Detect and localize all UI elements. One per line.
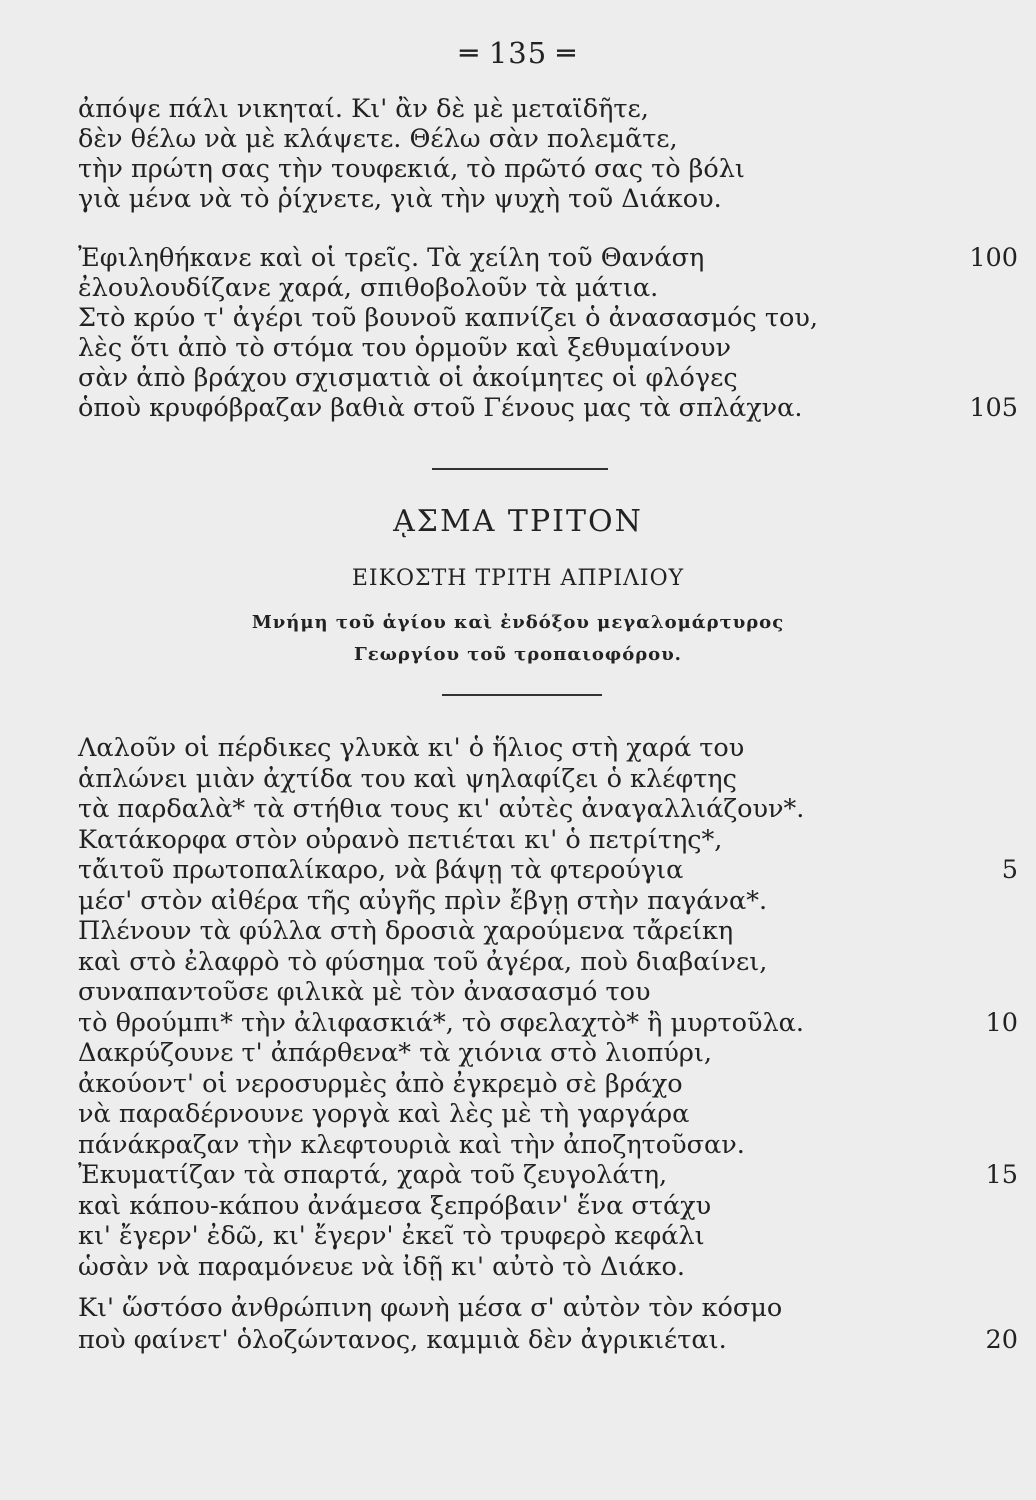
verse-line: [78, 947, 878, 978]
verse-text: Δακρύζουνε τ' ἀπάρθενα* τὰ χιόνια στὸ λιοπύρι,: [78, 1038, 713, 1068]
verse-text: πάνάκραζαν τὴν κλεφτουριὰ καὶ τὴν ἀποζητοῦσαν.: [78, 1129, 745, 1160]
verse-line: [78, 733, 878, 764]
verse-line: [78, 1191, 878, 1222]
dedication-line-1: Μνήμη τοῦ ἁγίου καὶ ἐνδόξου μεγαλομάρτυρος: [251, 612, 785, 633]
verse-text: γιὰ μένα νὰ τὸ ῥίχνετε, γιὰ τὴν ψυχὴ τοῦ Διάκου.: [78, 184, 722, 214]
verse-text: ἁπλώνει μιὰν ἀχτίδα του καὶ ψηλαφίζει ὁ κλέφτης: [78, 763, 737, 794]
section-divider-bottom: [442, 694, 602, 696]
verse-line: [78, 886, 878, 917]
verse-text: κι' ἔγερν' ἐδῶ, κι' ἔγερν' ἐκεῖ τὸ τρυφερὸ κεφάλι: [78, 1221, 705, 1251]
verse-line: [78, 124, 878, 154]
line-number: 100: [969, 243, 1018, 273]
line-number: 20: [985, 1325, 1018, 1355]
verse-line: [78, 916, 878, 947]
stanza-3: [78, 733, 1018, 1282]
verse-line: [78, 1099, 878, 1130]
verse-text: Ἐκυματίζαν τὰ σπαρτά, χαρὰ τοῦ ζευγολάτη,: [78, 1160, 668, 1190]
verse-line: [78, 184, 878, 214]
verse-text: τὰ παρδαλὰ* τὰ στήθια τους κι' αὐτὲς ἀναγαλλιάζουν*.: [78, 794, 805, 824]
verse-text: Κι' ὥστόσο ἀνθρώπινη φωνὴ μέσα σ' αὐτὸν τὸν κόσμο: [78, 1293, 783, 1323]
verse-line: [78, 1324, 1018, 1356]
verse-line: [78, 1292, 878, 1324]
verse-text: ἀπόψε πάλι νικηταί. Κι' ἂν δὲ μὲ μεταϊδῆτε,: [78, 94, 649, 124]
verse-text: νὰ παραδέρνουνε γοργὰ καὶ λὲς μὲ τὴ γαργάρα: [78, 1099, 690, 1129]
verse-text: σὰν ἀπὸ βράχου σχισματιὰ οἱ ἀκοίμητες οἱ φλόγες: [78, 363, 738, 393]
canto-title: ᾼΣΜΑ ΤΡΙΤΟΝ: [393, 504, 643, 539]
verse-text: ποὺ φαίνετ' ὁλοζώντανος, καμμιὰ δὲν ἀγρικιέται.: [78, 1325, 727, 1355]
verse-text: λὲς ὅτι ἀπὸ τὸ στόμα του ὁρμοῦν καὶ ξεθυμαίνουν: [78, 333, 732, 363]
verse-line: [78, 977, 878, 1008]
date-subtitle: ΕΙΚΟΣΤΗ ΤΡΙΤΗ ΑΠΡΙΛΙΟΥ: [351, 566, 685, 591]
verse-line: [78, 1038, 878, 1069]
verse-text: μέσ' στὸν αἰθέρα τῆς αὐγῆς πρὶν ἔβγῃ στὴν παγάνα*.: [78, 885, 768, 916]
verse-text: Ἐφιληθήκανε καὶ οἱ τρεῖς. Τὰ χείλη τοῦ Θανάση: [78, 243, 705, 273]
verse-line: [78, 363, 878, 393]
verse-line: [78, 764, 878, 795]
verse-text: καὶ κάπου-κάπου ἀνάμεσα ξεπρόβαιν' ἕνα στάχυ: [78, 1190, 712, 1221]
verse-text: ὡσὰν νὰ παραμόνευε νὰ ἰδῇ κι' αὐτὸ τὸ Διάκο.: [78, 1251, 685, 1282]
verse-text: Πλένουν τὰ φύλλα στὴ δροσιὰ χαρούμενα τἄρείκη: [78, 916, 734, 946]
line-number: 10: [985, 1007, 1018, 1038]
verse-line: [78, 1160, 1018, 1191]
verse-line: [78, 794, 878, 825]
verse-text: συναπαντοῦσε φιλικὰ μὲ τὸν ἀνασασμό του: [78, 977, 651, 1007]
stanza-2: [78, 243, 1018, 423]
dedication-line-2: Γεωργίου τοῦ τροπαιοφόρου.: [354, 644, 682, 665]
verse-line: [78, 303, 878, 333]
line-number: 15: [985, 1160, 1018, 1190]
verse-line: [78, 1007, 1018, 1039]
verse-line: [78, 855, 1018, 886]
verse-text: Λαλοῦν οἱ πέρδικες γλυκὰ κι' ὁ ἥλιος στὴ χαρά του: [78, 733, 745, 763]
verse-line: [78, 1221, 878, 1252]
stanza-4: [78, 1292, 1018, 1356]
verse-line: [78, 1252, 878, 1283]
verse-text: δὲν θέλω νὰ μὲ κλάψετε. Θέλω σὰν πολεμᾶτε,: [78, 124, 678, 154]
verse-line: [78, 825, 878, 856]
verse-line: [78, 94, 878, 124]
line-number: 105: [969, 393, 1018, 423]
verse-line: [78, 1069, 878, 1100]
verse-line: [78, 1130, 878, 1161]
verse-line: [78, 243, 1018, 273]
verse-text: ἐλουλουδίζανε χαρά, σπιθοβολοῦν τὰ μάτια.: [78, 273, 659, 303]
verse-text: τὸ θρούμπι* τὴν ἀλιφασκιά*, τὸ σφελαχτὸ* ἢ μυρτοῦλα.: [78, 1007, 805, 1038]
verse-text: Στὸ κρύο τ' ἀγέρι τοῦ βουνοῦ καπνίζει ὁ ἀνασασμός του,: [78, 303, 818, 333]
page-number: ═ 135 ═: [460, 36, 576, 70]
verse-text: ὁποὺ κρυφόβραζαν βαθιὰ στοῦ Γένους μας τὰ σπλάχνα.: [78, 393, 803, 423]
verse-text: ἀκούοντ' οἱ νεροσυρμὲς ἀπὸ ἐγκρεμὸ σὲ βράχο: [78, 1068, 683, 1099]
line-number: 5: [1001, 855, 1018, 885]
verse-text: καὶ στὸ ἐλαφρὸ τὸ φύσημα τοῦ ἀγέρα, ποὺ διαβαίνει,: [78, 946, 768, 977]
verse-line: [78, 154, 878, 184]
section-divider-top: [432, 468, 608, 470]
verse-line: [78, 333, 878, 363]
verse-text: τἄιτοῦ πρωτοπαλίκαρο, νὰ βάψῃ τὰ φτερούγια: [78, 855, 684, 885]
verse-line: [78, 273, 878, 303]
verse-text: Κατάκορφα στὸν οὐρανὸ πετιέται κι' ὁ πετρίτης*,: [78, 824, 723, 855]
verse-line: [78, 393, 1018, 423]
stanza-1: [78, 94, 878, 214]
verse-text: τὴν πρώτη σας τὴν τουφεκιά, τὸ πρῶτό σας τὸ βόλι: [78, 154, 745, 184]
